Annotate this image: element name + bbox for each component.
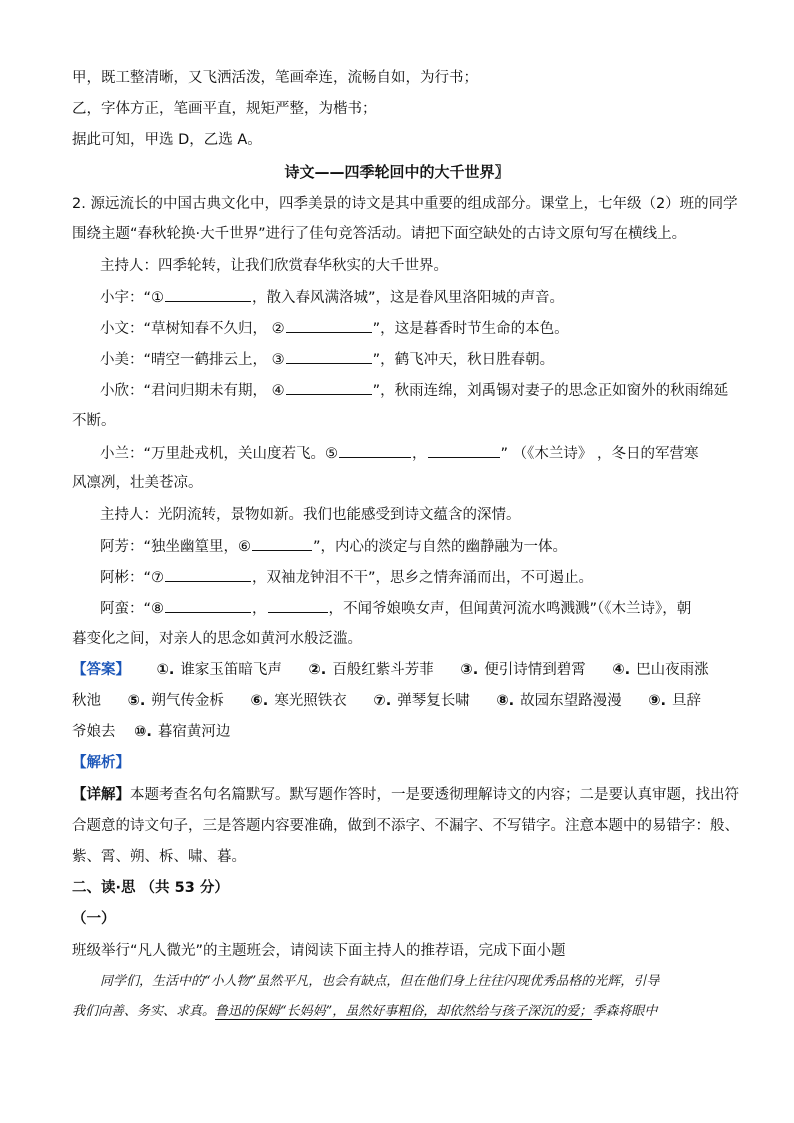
aman-line [100,598,691,619]
xiaoxin-continuation: 不断。 [72,413,116,429]
blank-4 [286,380,372,395]
aman-suffix: ，不闻爷娘唤女声，但闻黄河流水鸣溅溅”（《木兰诗》，朝 [328,601,692,617]
answer-item: 爷娘去 [72,724,116,740]
xiaoxin-prefix: 小欣：“君问归期未有期， ④ [100,383,285,399]
analysis-line-2: 合题意的诗文句子，三是答题内容要准确，做到不添字、不漏字、不写错字。注意本题中的易错字：般、 [72,818,739,834]
xiaomei-prefix: 小美：“晴空一鹤排云上， ③ [100,352,285,368]
answer-line-1 [72,660,709,680]
xiaoyu-prefix: 小宇：“① [100,290,165,306]
xiaolan-comma: ， [412,446,427,462]
answer-item: ①. 谁家玉笛暗飞声 [156,662,282,678]
section-title: 诗文——四季轮回中的大千世界〗 [284,163,510,181]
host-line-1: 主持人：四季轮转，让我们欣赏春华秋实的大千世界。 [100,258,448,274]
answer-item: ③. 便引诗情到碧霄 [460,662,586,678]
xiaomei-line [100,349,554,370]
question-line-2: 围绕主题“春秋轮换·大千世界”进行了佳句竞答活动。请把下面空缺处的古诗文原句写在横线上。 [72,226,687,242]
afang-suffix: ”，内心的淡定与自然的幽静融为一体。 [313,539,568,555]
part-two-subheading: （一） [72,911,116,927]
quote-line-2: 我们向善、务实、求真。鲁迅的保姆“长妈妈”，虽然好事粗俗，却依然给与孩子深沉的爱；季森将眼中 [72,1004,658,1019]
xiaowen-suffix: ”，这是暮香时节生命的本色。 [372,321,569,337]
blank-6 [252,536,312,551]
xiaomei-suffix: ”，鹤飞冲天，秋日胜春朝。 [372,352,555,368]
xiaolan-suffix: ” （《木兰诗》 ，冬日的军营寒 [500,446,699,462]
xiaoxin-suffix: ”，秋雨连绵，刘禹锡对妻子的思念正如窗外的秋雨绵延 [372,383,729,399]
blank-8a [165,598,251,613]
aman-continuation: 暮变化之间，对亲人的思念如黄河水般泛滥。 [72,631,362,647]
blank-5a [339,443,411,458]
answer-item: 秋池 [72,693,101,709]
blank-3 [286,349,372,364]
answer-item: ④. 巴山夜雨涨 [612,662,709,678]
answer-line-3 [72,722,230,742]
xiaolan-prefix: 小兰：“万里赴戎机，关山度若飞。⑤ [100,446,339,462]
xiaoyu-line [100,287,564,308]
part-two-instruction: 班级举行“凡人微光”的主题班会，请阅读下面主持人的推荐语，完成下面小题 [72,943,566,959]
answer-item: ⑨. 旦辞 [648,693,702,709]
afang-line [100,536,567,557]
underlined-quote: 鲁迅的保姆“长妈妈”，虽然好事粗俗，却依然给与孩子深沉的爱； [215,1004,593,1019]
analysis-line-3: 紫、霄、朔、柝、啸、暮。 [72,849,246,865]
analysis-line-1: 【详解】本题考查名句名篇默写。默写题作答时，一是要透彻理解诗文的内容；二是要认真审题，找出符 [72,787,739,803]
answer-item: ②. 百般红紫斗芳菲 [308,662,434,678]
answer-item: ⑦. 弹琴复长啸 [373,693,470,709]
blank-5b [428,443,500,458]
xiaolan-continuation: 风凛冽，壮美苍凉。 [72,475,203,491]
abin-suffix: ，双袖龙钟泪不干”，思乡之情奔涌而出，不可遏止。 [252,570,594,586]
abin-prefix: 阿彬：“⑦ [100,570,165,586]
blank-8b [268,598,328,613]
question-line-1: 2. 源远流长的中国古典文化中，四季美景的诗文是其中重要的组成部分。课堂上，七年级（2）班的同学 [72,196,738,212]
part-two-heading: 二、读·思 （共 53 分） [72,880,229,896]
xiaolan-line [100,443,699,464]
answer-item: ⑥. 寒光照铁衣 [250,693,347,709]
host-line-2: 主持人：光阴流转，景物如新。我们也能感受到诗文蕴含的深情。 [100,507,521,523]
intro-line-2: 乙，字体方正，笔画平直，规矩严整，为楷书； [72,101,377,117]
answer-line-2 [72,691,701,711]
xiaowen-line [100,318,569,339]
blank-1 [165,287,251,302]
xiaoyu-suffix: ，散入春风满洛城”，这是眷风里洛阳城的声音。 [252,290,565,306]
quote-line-1: 同学们，生活中的“小人物”虽然平凡，也会有缺点，但在他们身上往往闪现优秀品格的光辉，引导 [100,974,660,989]
aman-prefix: 阿蛮：“⑧ [100,601,165,617]
blank-7 [165,567,251,582]
answer-item: ⑧. 故园东望路漫漫 [496,693,622,709]
aman-comma: ， [252,601,267,617]
xiaowen-prefix: 小文：“草树知春不久归， ② [100,321,285,337]
xiaoxin-line [100,380,728,401]
answer-item: ⑩. 暮宿黄河边 [134,724,231,740]
answer-tag: 【答案】 [72,662,130,678]
analysis-tag: 【解析】 [72,755,130,771]
intro-line-1: 甲，既工整清晰，又飞洒活泼，笔画牵连，流畅自如，为行书； [72,70,478,86]
blank-2 [286,318,372,333]
abin-line [100,567,593,588]
detail-tag: 【详解】 [72,787,130,803]
intro-line-3: 据此可知，甲选 D，乙选 A。 [72,132,262,148]
afang-prefix: 阿芳：“独坐幽篁里，⑥ [100,539,252,555]
answer-item: ⑤. 朔气传金柝 [127,693,224,709]
